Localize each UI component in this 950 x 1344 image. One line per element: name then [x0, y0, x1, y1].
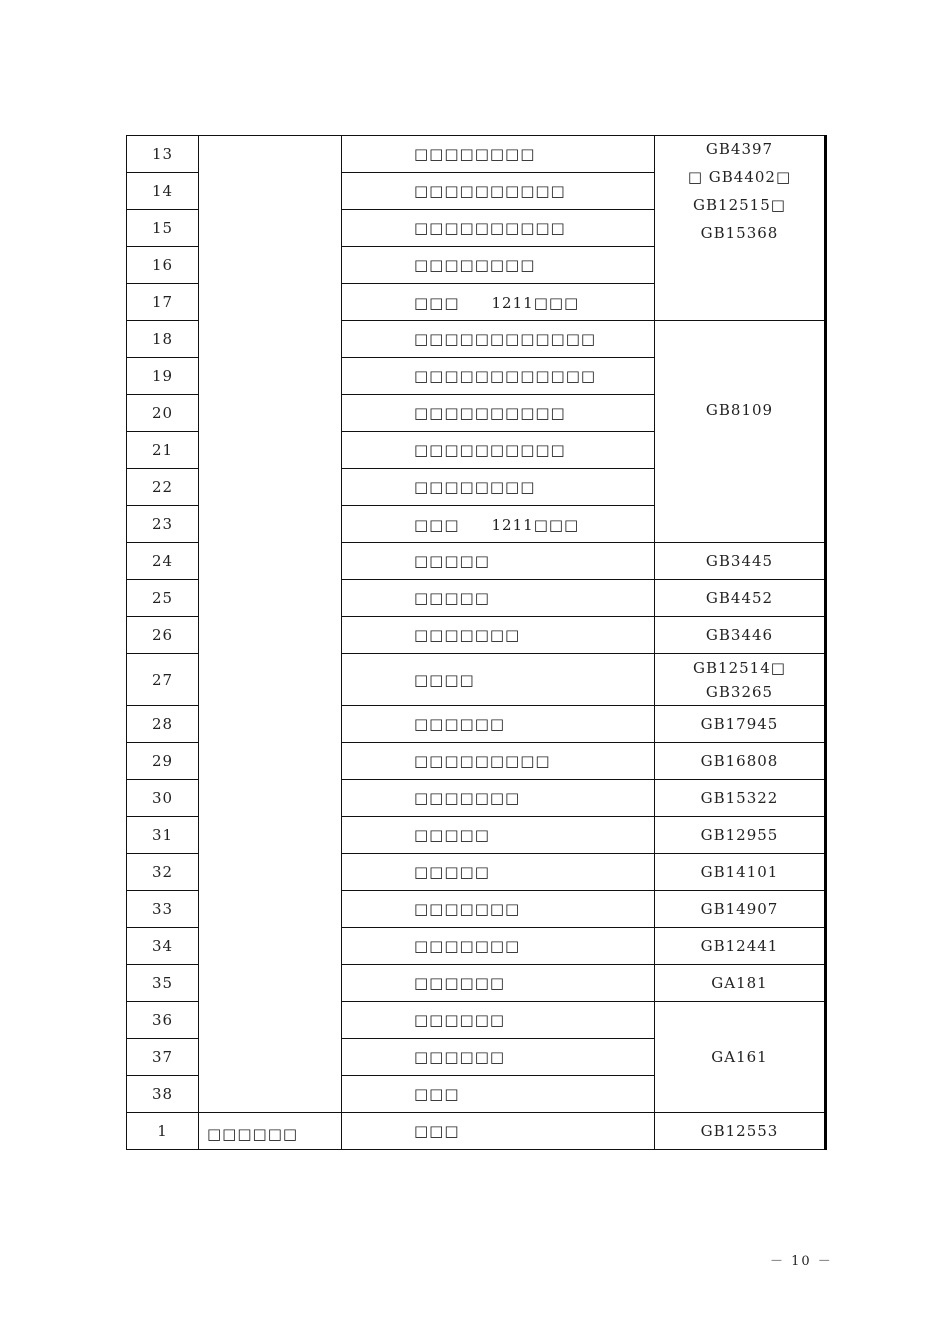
- product-name: □□□□□□□□□□□□: [342, 321, 655, 358]
- product-name: □□□□: [342, 654, 655, 706]
- row-number: 32: [127, 854, 199, 891]
- row-number: 24: [127, 543, 199, 580]
- product-name: □□□□□□□□: [342, 136, 655, 173]
- standard-cell: [655, 136, 826, 321]
- product-name: □□□□□□□□□□: [342, 210, 655, 247]
- row-number: 22: [127, 469, 199, 506]
- row-number: 36: [127, 1002, 199, 1039]
- standard-cell: [655, 654, 826, 706]
- row-number: 20: [127, 395, 199, 432]
- product-name: □□□ 1211□□□: [342, 284, 655, 321]
- category-cell: □□□□□□: [199, 1113, 342, 1150]
- row-number: 25: [127, 580, 199, 617]
- row-number: 28: [127, 706, 199, 743]
- product-name: □□□ 1211□□□: [342, 506, 655, 543]
- product-name: □□□□□: [342, 854, 655, 891]
- row-number: 17: [127, 284, 199, 321]
- table-row: [127, 136, 826, 173]
- standard-code: GB12514□: [693, 658, 786, 677]
- table-row: [127, 1113, 826, 1150]
- product-name: □□□□□□□: [342, 891, 655, 928]
- row-number: 19: [127, 358, 199, 395]
- product-name: □□□□□□□□: [342, 469, 655, 506]
- row-number: 13: [127, 136, 199, 173]
- row-number: 29: [127, 743, 199, 780]
- row-number: 30: [127, 780, 199, 817]
- standard-code: GB3265: [705, 682, 774, 701]
- row-number: 33: [127, 891, 199, 928]
- product-name: □□□□□□□□□□: [342, 432, 655, 469]
- product-name: □□□□□□□□□□: [342, 173, 655, 210]
- standard-cell: GB8109: [655, 321, 826, 543]
- product-name: □□□□□□□□□: [342, 743, 655, 780]
- standard-cell: GB15322: [655, 780, 826, 817]
- standard-code: GB12515□: [693, 196, 786, 214]
- standard-cell: GB12553: [655, 1113, 826, 1150]
- standard-cell: GB16808: [655, 743, 826, 780]
- row-number: 16: [127, 247, 199, 284]
- standard-code: GB15368: [700, 224, 779, 242]
- standard-code: GB4397: [705, 140, 774, 158]
- standard-cell: GB12441: [655, 928, 826, 965]
- standard-code: □ GB4402□: [687, 168, 792, 186]
- standard-cell: GB14907: [655, 891, 826, 928]
- product-name: □□□□□□: [342, 706, 655, 743]
- page-number: － 10 －: [770, 1254, 833, 1269]
- product-name: □□□: [342, 1113, 655, 1150]
- row-number: 31: [127, 817, 199, 854]
- product-name: □□□□□: [342, 543, 655, 580]
- row-number: 23: [127, 506, 199, 543]
- row-number: 18: [127, 321, 199, 358]
- row-number: 34: [127, 928, 199, 965]
- standard-cell: GB17945: [655, 706, 826, 743]
- product-name: □□□□□□□□□□□□: [342, 358, 655, 395]
- product-name: □□□□□□□□: [342, 247, 655, 284]
- row-number: 26: [127, 617, 199, 654]
- product-name: □□□□□□□□□□: [342, 395, 655, 432]
- product-name: □□□: [342, 1076, 655, 1113]
- row-number: 37: [127, 1039, 199, 1076]
- row-number: 15: [127, 210, 199, 247]
- standard-cell: GA181: [655, 965, 826, 1002]
- product-name: □□□□□: [342, 580, 655, 617]
- standards-table: [126, 135, 827, 1150]
- product-name: □□□□□: [342, 817, 655, 854]
- row-number: 27: [127, 654, 199, 706]
- standard-cell: GA161: [655, 1002, 826, 1113]
- product-name: □□□□□□: [342, 965, 655, 1002]
- standard-cell: GB14101: [655, 854, 826, 891]
- row-number: 35: [127, 965, 199, 1002]
- product-name: □□□□□□□: [342, 780, 655, 817]
- standard-cell: GB3445: [655, 543, 826, 580]
- row-number: 1: [127, 1113, 199, 1150]
- product-name: □□□□□□: [342, 1002, 655, 1039]
- standard-cell: GB3446: [655, 617, 826, 654]
- standard-cell: GB12955: [655, 817, 826, 854]
- row-number: 38: [127, 1076, 199, 1113]
- category-cell: [199, 136, 342, 1113]
- standard-cell: GB4452: [655, 580, 826, 617]
- row-number: 14: [127, 173, 199, 210]
- product-name: □□□□□□: [342, 1039, 655, 1076]
- product-name: □□□□□□□: [342, 617, 655, 654]
- product-name: □□□□□□□: [342, 928, 655, 965]
- row-number: 21: [127, 432, 199, 469]
